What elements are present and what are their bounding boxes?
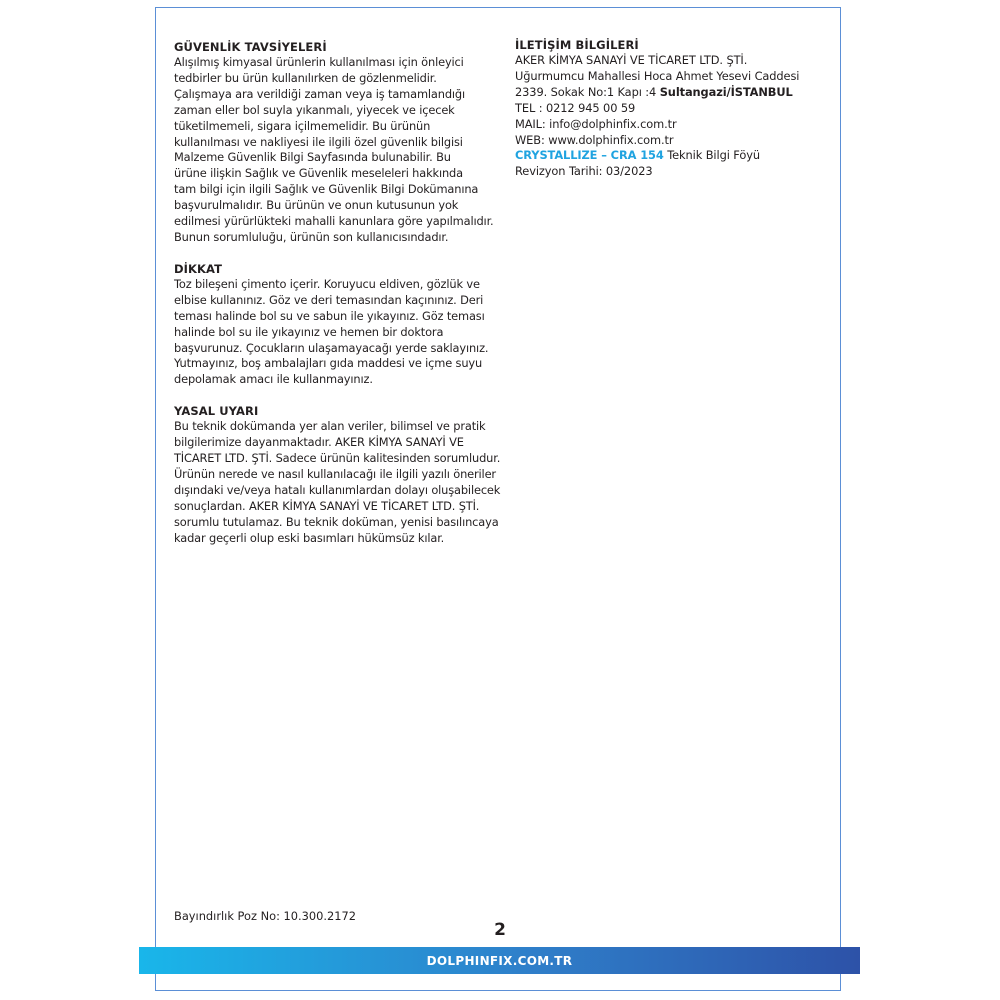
footer-bar [139, 947, 860, 974]
address-district: Sultangazi/ [659, 84, 731, 99]
product-name: CRYSTALLIZE – CRA 154 [515, 148, 664, 163]
footer-website[interactable]: DOLPHINFIX.COM.TR [426, 953, 573, 968]
product-doc-type: Teknik Bilgi Föyü [663, 148, 760, 163]
poz-number: Bayındırlık Poz No: 10.300.2172 [174, 909, 356, 923]
legal-section [174, 403, 509, 546]
address-city: İSTANBUL [730, 84, 793, 99]
address-street: 2339. Sokak No:1 Kapı :4 [515, 84, 660, 99]
website-address[interactable]: WEB: www.dolphinfix.com.tr [515, 132, 674, 147]
contact-column [515, 37, 815, 180]
left-column [174, 39, 509, 561]
caution-heading: DİKKAT [174, 261, 223, 276]
legal-heading: YASAL UYARI [174, 404, 259, 419]
phone-number: TEL : 0212 945 00 59 [515, 100, 636, 115]
company-name: AKER KİMYA SANAYİ VE TİCARET LTD. ŞTİ. [515, 53, 748, 67]
revision-date: Revizyon Tarihi: 03/2023 [515, 164, 653, 179]
safety-heading: GÜVENLİK TAVSİYELERİ [174, 40, 327, 54]
legal-text: Bu teknik dokümanda yer alan veriler, bilimsel ve pratik bilgilerimize dayanmaktadır. AKER KİMYA SANAYİ VE TİCARET LTD. ŞTİ. Sadece ürünün kalitesinden sorumludur. Ürünün nerede ve nasıl kullanılacağı ile ilgili yazılı öneriler dışındaki ve/veya hatalı kullanımlardan dolayı oluşabilecek sonuçlardan. AKER KİMYA SANAYİ VE TİCARET LTD. ŞTİ. sorumlu tutulamaz. Bu teknik doküman, yenisi basılıncaya kadar geçerli olup eski basımları hükümsüz kılar. [174, 419, 501, 545]
contact-heading: İLETİŞİM BİLGİLERİ [515, 38, 639, 52]
address-line-1: Uğurmumcu Mahallesi Hoca Ahmet Yesevi Caddesi [515, 68, 800, 83]
product-line [515, 148, 815, 164]
page-number: 2 [494, 920, 506, 940]
address-line-2 [515, 85, 815, 101]
safety-text: Alışılmış kimyasal ürünlerin kullanılması için önleyici tedbirler bu ürün kullanılırken de gözlenmelidir. Çalışmaya ara verildiği zaman veya iş tamamlandığı zaman eller bol suyla yıkanmalı, yiyecek ve içecek tüketilmemeli, sigara içilmemelidir. Bu ürünün kullanılması ve nakliyesi ile ilgili özel güvenlik bilgisi Malzeme Güvenlik Bilgi Sayfasında bulunabilir. Bu ürüne ilişkin Sağlık ve Güvenlik meseleleri hakkında tam bilgi için ilgili Sağlık ve Güvenlik Bilgi Dokümanına başvurulmalıdır. Bu ürünün ve onun kutusunun yok edilmesi yürürlükteki mahalli kanunlara göre yapılmalıdır. Bunun sorumluluğu, ürünün son kullanıcısındadır. [174, 55, 494, 244]
caution-text: Toz bileşeni çimento içerir. Koruyucu eldiven, gözlük ve elbise kullanınız. Göz ve deri temasından kaçınınız. Deri teması halinde bol su ve sabun ile yıkayınız. Göz teması halinde bol su ile yıkayınız ve hemen bir doktora başvurunuz. Çocukların ulaşamayacağı yerde saklayınız. Yutmayınız, boş ambalajları gıda maddesi ve içme suyu depolamak amacı ile kullanmayınız. [174, 276, 489, 387]
safety-section [174, 39, 509, 246]
caution-section [174, 261, 509, 388]
email-address[interactable]: MAIL: info@dolphinfix.com.tr [515, 116, 677, 131]
